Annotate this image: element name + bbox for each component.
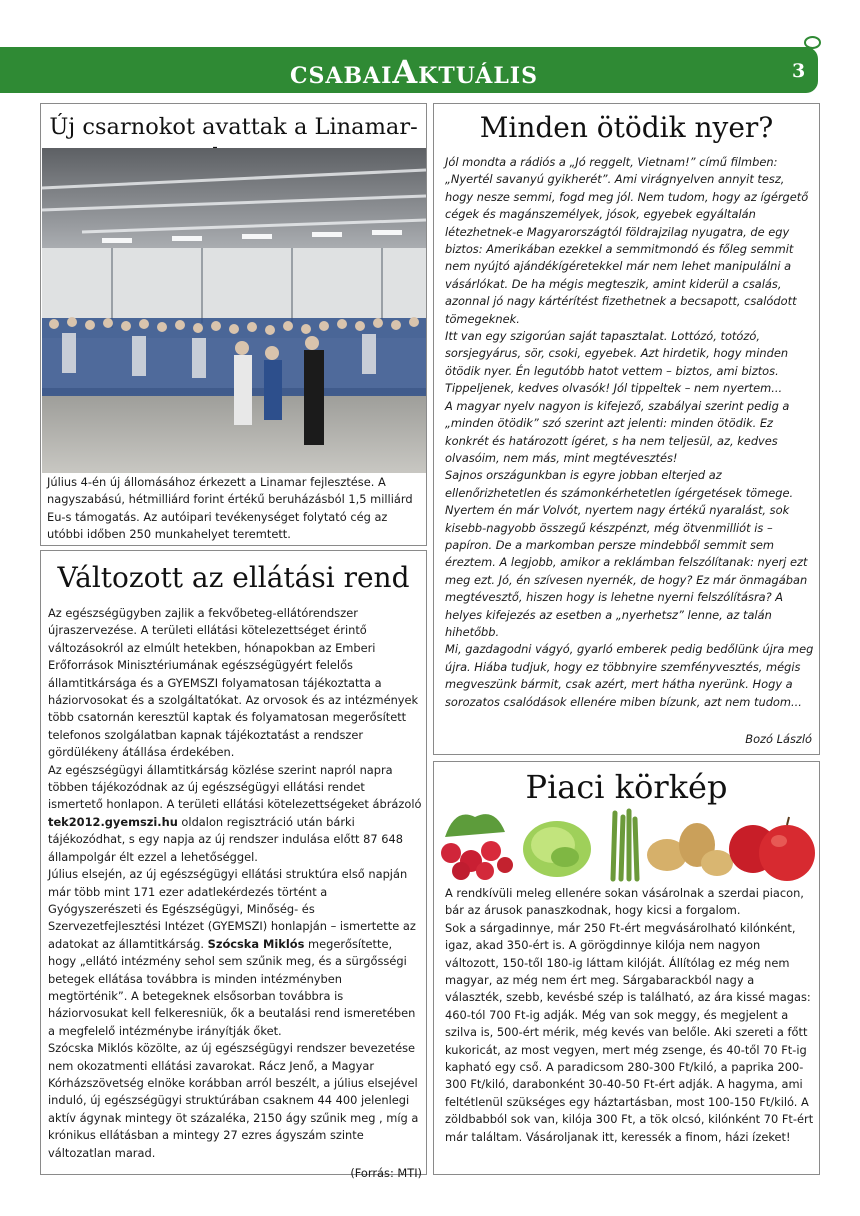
ellatas-title: Változott az ellátási rend [57,561,410,594]
piac-paragraph-1: A rendkívüli meleg ellenére sokan vásárolnak a szerdai piacon, bár az árusok panaszkodnak, hogy kicsi a forgalom. [445,886,804,918]
otodik-paragraph-5: Mi, gazdagodni vágyó, gyarló emberek pedig bedőlünk újra meg újra. Hiába tudjuk, hogy ez többnyire szemfényvesztés, mégis megveszünk bármit, csak azért, mert hátha nyerünk. Hogy a sorozatos csalódások ellenére miben bízunk, azt nem tudom... [445,642,814,709]
ellatas-paragraph-3c: megerősítette, hogy „ellátó intézmény sehol sem szűnik meg, és a sürgősségi betegek ellátása továbbra is minden intézményben megtörténik”. A betegeknek elsősorban továbbra is háziorvosukat kell felkeresniük, ők a beutalási rend ismeretében a megfelelő intézménybe irányítják őket. [48,936,416,1038]
ellatas-paragraph-2a: Az egészségügyi államtitkárság közlése szerint napról napra többen tájékozódnak az új egészségügyi ellátási rendet ismertető honlapon. A területi ellátási kötelezettségeket ábrázoló [48,762,422,812]
linamar-article [40,103,427,546]
otodik-paragraph-2: Itt van egy szigorúan saját tapasztalat. Lottózó, totózó, sorsjegyárus, sör, csoki, egyebek. Azt hirdetik, hogy minden ötödik nyer. Én legutóbb hatot vettem – biztos, ami biztos. Tippeljenek, kedves olvasók! Jól tippeltek – nem nyertem... [445,329,789,396]
vegetables-photo-strip [435,807,819,882]
piac-paragraph-2: Sok a sárgadinnye, már 250 Ft-ért megvásárolható kilónként, igaz, akad 350-ért is. A görögdinnye kilója nem nagyon változott, 150-től 180-ig láttam kilóját. Állítólag ez még nem magyar, az még nem ért meg. Sárgabarackból nagy a választék, szebb, kevésbé szép is található, az ára kissé magas: 460-tól 700 Ft-ig adják. Még van sok meggy, és megjelent a szilva is, 500-ért mérik, még kevés van belőle. Aki szereti a főtt kukoricát, az most vegyen, mert még zsenge, és 40-től 70 Ft-ig kapható egy cső. A paradicsom 280-300 Ft/kiló, a paprika 200-300 Ft/kiló, darabonként 30-40-50 Ft-ért adják. A hagyma, ami feltétlenül szükséges egy háztartásban, most 100-150 Ft/kiló. A zöldbabból sok van, kilója 300 Ft, a tök olcsó, kilónként 70 Ft-ért már találtam. Vásároljanak itt, keressék a finom, házi ízeket! [445,920,814,1144]
ellatas-paragraph-3 [48,866,422,1040]
factory-hall-photo [42,148,426,473]
ellatas-paragraph-1: Az egészségügyben zajlik a fekvőbeteg-ellátórendszer újraszervezése. A területi ellátási kötelezettséget érintő változásokról az elmúlt hetekben, hónapokban az Emberi Erőforrások Minisztériumának egészségügyért felelős államtitkársága és a GYEMSZI folyamatosan tájékoztatta a háziorvosokat és a szolgáltatókat. Az orvosok és az intézmények több csatornán keresztül kaptak és folyamatosan megerősített telefonos szolgálatban kapnak tájékoztatást a rendszer gördülékeny átállása érdekében. [48,606,419,760]
masthead-part-1: CSABAI [290,63,393,89]
otodik-paragraph-4: Sajnos országunkban is egyre jobban elterjed az ellenőrizhetetlen és számonkérhetetlen ígérgetések tömege. Nyertem én már Volvót, nyertem nagy értékű nyaralást, sok kisebb-nagyobb összegű készpénzt, még ötvenmilliót is – papíron. De a markomban persze mindebből semmit sem éreztem. A legjobb, amikor a reklámban felszólítanak: nyerj ezt meg ezt. Jó, én szívesen nyernék, de hogy? Ez már önmagában megtévesztő, hiszen hogy is lehetne nyerni felszólításra? A helyes kifejezés az esetben a „nyerhetsz” lenne, az talán hihetőbb. [445,468,808,639]
otodik-paragraph-3: A magyar nyelv nagyon is kifejező, szabályai szerint pedig a „minden ötödik” szó szerint azt jelenti: minden ötödik. Ez konkrét és határozott ígéret, s ha nem teljesül, az, kedves olvasóim, nem más, mint megtévesztés! [445,398,790,465]
masthead [290,52,538,98]
ellatas-article [40,550,427,1180]
otodik-body [445,154,815,711]
author-signature: Bozó László [745,732,812,746]
piac-body [445,885,815,1146]
person-name-bold: Szócska Miklós [207,936,305,951]
piac-article [433,761,820,1175]
piac-title: Piaci körkép [525,768,728,806]
otodik-article [433,103,820,755]
masthead-part-3: KTUÁLIS [418,63,538,89]
linamar-title: Új csarnokot avattak a Linamar- [49,114,418,140]
header-swirl-ornament [804,36,821,49]
ellatas-paragraph-2c: oldalon regisztráció után bárki tájékozódhat, s egy napja az új rendszer indulása előtt 87 648 állampolgár élt ezzel a lehetőséggel. [48,814,403,864]
otodik-paragraph-1: Jól mondta a rádiós a „Jó reggelt, Vietnam!” című filmben: „Nyertél savanyú gyikherét”. Ami virágnyelven annyit tesz, hogy nesze semmi, fogd meg jól. Nem tudom, hogy az ígérgető cégek és magánszemélyek, jósok, egyebek egyáltalán létezhetnek-e Magyarországtól földrajzilag nyugatra, de egy biztos: Amerikában ezekkel a semmitmondó és főleg semmit nem nyújtó ajándékígéretekkel már nem lehet manipulálni a vásárlókat. De ha mégis megteszik, amint kiderül a csalás, azonnal jó nagy kártérítést fizethetnek a becsapott, csalódott tömegeknek. [445,155,809,326]
otodik-title: Minden ötödik nyer? [479,111,774,144]
ellatas-body [48,605,422,1182]
ellatas-paragraph-3a: Július elsején, az új egészségügyi ellátási struktúra első napján már több mint 171 ezer adatlekérdezés történt a Gyógyszerészeti és Egészségügyi, Minőség- és Szervezetfejlesztési Intézet (GYEMSZI) honlapján – ismertette az adatokat az államtitkárság. [48,867,416,951]
ellatas-paragraph-4: Szócska Miklós közölte, az új egészségügyi rendszer bevezetése nem okozatmenti ellátási zavarokat. Rácz Jenő, a Magyar Kórházszövetség elnöke korábban arról beszélt, a július elsejével induló, új egészségügyi struktúrában csaknem 44 400 jelenlegi aktív ágynak mintegy öt százaléka, 2150 ágy szűnik meg , míg a krónikus ellátásban a mintegy 27 ezres ágyszám szinte változatlan marad. [48,1041,419,1160]
page-number: 3 [792,60,806,82]
lettuce-icon [523,821,591,877]
linamar-caption: Július 4-én új állomásához érkezett a Linamar fejlesztése. A nagyszabású, hétmilliárd forint értékű beruházásból 1,5 milliárd Eu-s támogatás. Az autóipari tevékenységet folytató cég az utóbbi időben 250 munkahelyet teremtett. [47,475,413,542]
masthead-part-2: A [392,53,419,91]
ellatas-paragraph-2 [48,762,422,866]
website-link[interactable]: tek2012.gyemszi.hu [48,814,178,829]
ellatas-source: (Forrás: MTI) [350,1166,422,1180]
